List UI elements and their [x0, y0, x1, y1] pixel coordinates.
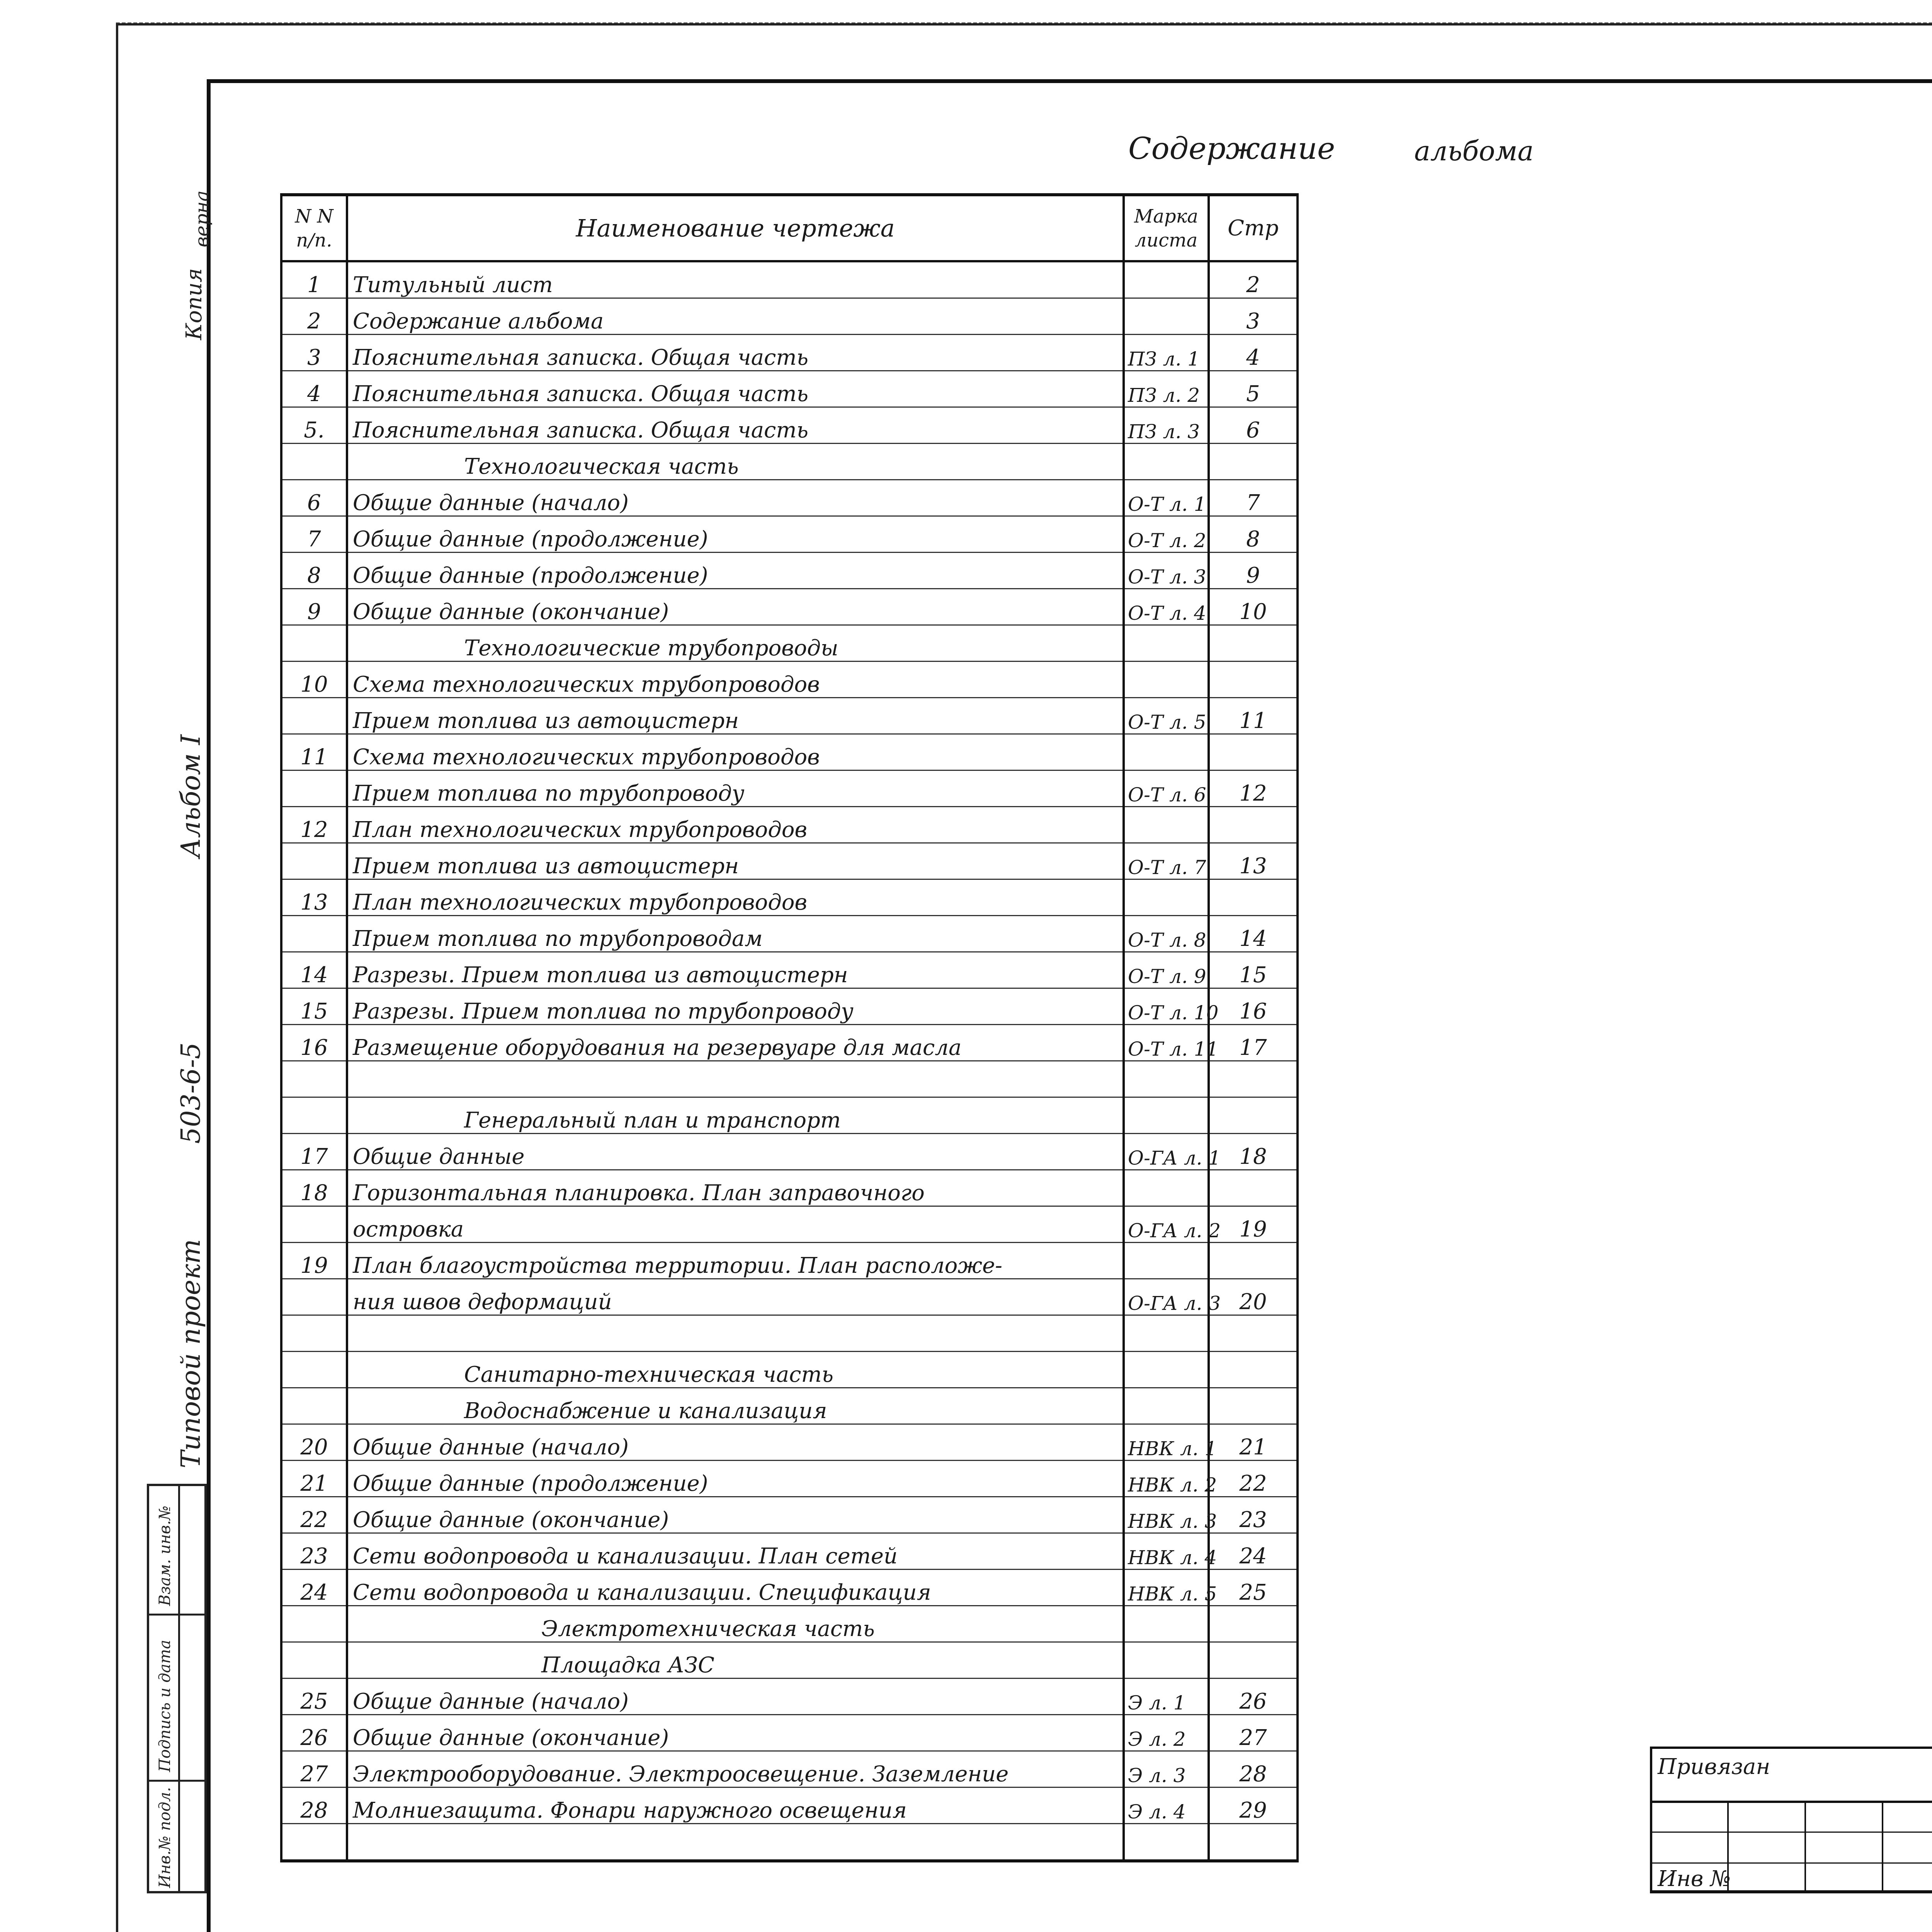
row-page — [1209, 1388, 1298, 1424]
row-number: 8 — [281, 553, 347, 589]
row-sheet-mark: О-Т л. 10 — [1124, 988, 1209, 1025]
row-page: 12 — [1209, 770, 1298, 807]
table-row — [281, 1679, 1298, 1715]
copy-sign: верна — [191, 190, 213, 247]
row-title: Генеральный план и транспорт — [347, 1097, 1124, 1134]
row-number: 16 — [281, 1025, 347, 1061]
stamp-inv-original: Инв.№ подл. — [156, 1787, 174, 1888]
row-number — [281, 1352, 347, 1388]
table-row — [281, 1134, 1298, 1170]
row-sheet-mark — [1124, 1097, 1209, 1134]
table-row — [281, 1570, 1298, 1606]
row-title: Разрезы. Прием топлива по трубопроводу — [347, 988, 1124, 1025]
row-sheet-mark: О-Т л. 11 — [1124, 1025, 1209, 1061]
row-page: 19 — [1209, 1206, 1298, 1243]
row-page — [1209, 1642, 1298, 1679]
table-row — [281, 843, 1298, 879]
page-title-part1: Содержание — [1128, 131, 1335, 166]
row-sheet-mark — [1124, 1606, 1209, 1642]
table-row — [281, 734, 1298, 770]
row-sheet-mark — [1124, 1642, 1209, 1679]
row-sheet-mark — [1124, 444, 1209, 480]
row-number — [281, 625, 347, 662]
row-number: 6 — [281, 480, 347, 516]
row-page: 4 — [1209, 335, 1298, 371]
row-sheet-mark: О-Т л. 3 — [1124, 553, 1209, 589]
table-row — [281, 589, 1298, 625]
row-page — [1209, 807, 1298, 843]
row-title: Прием топлива по трубопроводам — [347, 916, 1124, 952]
row-page — [1209, 444, 1298, 480]
row-page: 7 — [1209, 480, 1298, 516]
table-row — [281, 1606, 1298, 1642]
row-page — [1209, 1170, 1298, 1206]
row-number: 24 — [281, 1570, 347, 1606]
row-sheet-mark: НВК л. 4 — [1124, 1533, 1209, 1570]
table-row — [281, 480, 1298, 516]
row-number: 23 — [281, 1533, 347, 1570]
row-title: Общие данные (продолжение) — [347, 1461, 1124, 1497]
row-number: 26 — [281, 1715, 347, 1751]
row-number — [281, 444, 347, 480]
row-sheet-mark: НВК л. 3 — [1124, 1497, 1209, 1533]
row-page: 11 — [1209, 698, 1298, 734]
row-title: Общие данные (начало) — [347, 1424, 1124, 1461]
table-row — [281, 1715, 1298, 1751]
row-title: островка — [347, 1206, 1124, 1243]
row-page — [1209, 625, 1298, 662]
row-number: 12 — [281, 807, 347, 843]
row-number — [281, 1824, 347, 1861]
row-title: Схема технологических трубопроводов — [347, 734, 1124, 770]
row-title: Сети водопровода и канализации. Спецификация — [347, 1570, 1124, 1606]
row-title: Прием топлива по трубопроводу — [347, 770, 1124, 807]
project-type-vertical: Типовой проект — [176, 1239, 206, 1468]
row-title — [347, 1824, 1124, 1861]
row-sheet-mark: Э л. 3 — [1124, 1751, 1209, 1787]
table-row — [281, 807, 1298, 843]
row-title: Электротехническая часть — [347, 1606, 1124, 1642]
row-number — [281, 698, 347, 734]
row-sheet-mark — [1124, 1061, 1209, 1097]
row-page: 21 — [1209, 1424, 1298, 1461]
table-row — [281, 298, 1298, 335]
table-row — [281, 698, 1298, 734]
row-title: Общие данные (продолжение) — [347, 553, 1124, 589]
row-page: 25 — [1209, 1570, 1298, 1606]
row-title: Общие данные (продолжение) — [347, 516, 1124, 553]
row-number: 22 — [281, 1497, 347, 1533]
row-number: 21 — [281, 1461, 347, 1497]
row-number — [281, 1061, 347, 1097]
table-row — [281, 1243, 1298, 1279]
row-page — [1209, 1824, 1298, 1861]
row-number: 25 — [281, 1679, 347, 1715]
row-number — [281, 916, 347, 952]
row-number: 28 — [281, 1787, 347, 1824]
copy-label: Копия — [182, 268, 207, 340]
row-sheet-mark — [1124, 1352, 1209, 1388]
row-page: 26 — [1209, 1679, 1298, 1715]
row-page: 10 — [1209, 589, 1298, 625]
table-row — [281, 879, 1298, 916]
table-row — [281, 662, 1298, 698]
header-title: Наименование чертежа — [347, 195, 1124, 261]
row-title: Титульный лист — [347, 261, 1124, 298]
table-row — [281, 916, 1298, 952]
row-title: Водоснабжение и канализация — [347, 1388, 1124, 1424]
row-page: 29 — [1209, 1787, 1298, 1824]
row-title: Размещение оборудования на резервуаре для масла — [347, 1025, 1124, 1061]
row-sheet-mark: О-Т л. 4 — [1124, 589, 1209, 625]
table-row — [281, 516, 1298, 553]
row-number: 3 — [281, 335, 347, 371]
row-sheet-mark — [1124, 1315, 1209, 1352]
row-number: 20 — [281, 1424, 347, 1461]
header-page: Стр — [1209, 195, 1298, 261]
left-stamp-box — [147, 1484, 207, 1893]
row-title: Молниезащита. Фонари наружного освещения — [347, 1787, 1124, 1824]
row-sheet-mark — [1124, 662, 1209, 698]
row-title: Общие данные (начало) — [347, 480, 1124, 516]
row-title: Общие данные (окончание) — [347, 1497, 1124, 1533]
table-row — [281, 1206, 1298, 1243]
row-page: 13 — [1209, 843, 1298, 879]
table-row — [281, 1787, 1298, 1824]
row-title: Площадка АЗС — [347, 1642, 1124, 1679]
row-number: 27 — [281, 1751, 347, 1787]
table-row — [281, 1424, 1298, 1461]
table-row — [281, 1061, 1298, 1097]
row-number: 9 — [281, 589, 347, 625]
row-sheet-mark — [1124, 879, 1209, 916]
project-code-vertical: 503-6-5 — [176, 1042, 206, 1144]
row-number: 11 — [281, 734, 347, 770]
row-number: 17 — [281, 1134, 347, 1170]
row-sheet-mark — [1124, 807, 1209, 843]
row-page: 23 — [1209, 1497, 1298, 1533]
row-page — [1209, 1243, 1298, 1279]
row-page: 6 — [1209, 407, 1298, 444]
table-row — [281, 770, 1298, 807]
table-row — [281, 1315, 1298, 1352]
row-page: 27 — [1209, 1715, 1298, 1751]
row-page: 5 — [1209, 371, 1298, 407]
row-title: Пояснительная записка. Общая часть — [347, 407, 1124, 444]
row-number: 19 — [281, 1243, 347, 1279]
row-sheet-mark: О-Т л. 6 — [1124, 770, 1209, 807]
row-sheet-mark: Э л. 2 — [1124, 1715, 1209, 1751]
table-row — [281, 1461, 1298, 1497]
row-title: Схема технологических трубопроводов — [347, 662, 1124, 698]
row-title: Разрезы. Прием топлива из автоцистерн — [347, 952, 1124, 988]
row-title: План технологических трубопроводов — [347, 807, 1124, 843]
row-sheet-mark: НВК л. 2 — [1124, 1461, 1209, 1497]
row-number — [281, 1279, 347, 1315]
row-title: Общие данные — [347, 1134, 1124, 1170]
row-page: 18 — [1209, 1134, 1298, 1170]
table-row — [281, 1025, 1298, 1061]
row-sheet-mark: НВК л. 1 — [1124, 1424, 1209, 1461]
row-number — [281, 843, 347, 879]
row-title: Общие данные (начало) — [347, 1679, 1124, 1715]
row-page: 17 — [1209, 1025, 1298, 1061]
row-page: 24 — [1209, 1533, 1298, 1570]
row-page: 14 — [1209, 916, 1298, 952]
row-sheet-mark: ПЗ л. 1 — [1124, 335, 1209, 371]
row-number — [281, 770, 347, 807]
row-number — [281, 1315, 347, 1352]
row-page — [1209, 1315, 1298, 1352]
row-page: 9 — [1209, 553, 1298, 589]
row-sheet-mark: ПЗ л. 3 — [1124, 407, 1209, 444]
row-title: Санитарно-техническая часть — [347, 1352, 1124, 1388]
row-page — [1209, 1606, 1298, 1642]
table-row — [281, 1533, 1298, 1570]
bound-label: Привязан — [1658, 1754, 1770, 1779]
row-title: Технологическая часть — [347, 444, 1124, 480]
row-sheet-mark: О-Т л. 5 — [1124, 698, 1209, 734]
row-number — [281, 1642, 347, 1679]
row-number — [281, 1388, 347, 1424]
row-sheet-mark: О-Т л. 7 — [1124, 843, 1209, 879]
row-page — [1209, 1352, 1298, 1388]
contents-table — [280, 193, 1299, 1862]
table-row — [281, 371, 1298, 407]
table-row — [281, 553, 1298, 589]
row-sheet-mark — [1124, 1824, 1209, 1861]
row-page: 20 — [1209, 1279, 1298, 1315]
table-row — [281, 625, 1298, 662]
row-sheet-mark: О-Т л. 9 — [1124, 952, 1209, 988]
row-title — [347, 1315, 1124, 1352]
row-title: Технологические трубопроводы — [347, 625, 1124, 662]
row-number: 1 — [281, 261, 347, 298]
table-row — [281, 1751, 1298, 1787]
row-number: 13 — [281, 879, 347, 916]
row-number — [281, 1097, 347, 1134]
row-page: 22 — [1209, 1461, 1298, 1497]
table-row — [281, 1642, 1298, 1679]
row-page — [1209, 879, 1298, 916]
album-label: Альбом I — [176, 734, 206, 858]
row-number: 4 — [281, 371, 347, 407]
table-header-row — [281, 195, 1298, 261]
row-sheet-mark — [1124, 1388, 1209, 1424]
table-row — [281, 1352, 1298, 1388]
row-number: 10 — [281, 662, 347, 698]
row-page: 28 — [1209, 1751, 1298, 1787]
row-title: ния швов деформаций — [347, 1279, 1124, 1315]
row-number: 15 — [281, 988, 347, 1025]
table-row — [281, 952, 1298, 988]
table-row — [281, 261, 1298, 298]
row-number: 18 — [281, 1170, 347, 1206]
header-mark: Марка листа — [1124, 195, 1209, 261]
row-sheet-mark: О-ГА л. 1 — [1124, 1134, 1209, 1170]
row-page — [1209, 734, 1298, 770]
row-sheet-mark: НВК л. 5 — [1124, 1570, 1209, 1606]
row-title: Электрооборудование. Электроосвещение. Заземление — [347, 1751, 1124, 1787]
table-row — [281, 988, 1298, 1025]
row-sheet-mark: ПЗ л. 2 — [1124, 371, 1209, 407]
row-title: Сети водопровода и канализации. План сетей — [347, 1533, 1124, 1570]
table-row — [281, 1497, 1298, 1533]
row-number: 7 — [281, 516, 347, 553]
row-title: Прием топлива из автоцистерн — [347, 843, 1124, 879]
table-row — [281, 1170, 1298, 1206]
row-number: 5. — [281, 407, 347, 444]
stamp-replaced-inv: Взам. инв.№ — [156, 1505, 174, 1606]
row-page — [1209, 1061, 1298, 1097]
row-sheet-mark: О-Т л. 2 — [1124, 516, 1209, 553]
row-page — [1209, 1097, 1298, 1134]
title-block — [1650, 1631, 1932, 1893]
header-num: N N п/п. — [281, 195, 347, 261]
table-row — [281, 444, 1298, 480]
row-title: Горизонтальная планировка. План заправочного — [347, 1170, 1124, 1206]
row-sheet-mark — [1124, 298, 1209, 335]
row-sheet-mark: Э л. 1 — [1124, 1679, 1209, 1715]
row-page: 3 — [1209, 298, 1298, 335]
row-number — [281, 1606, 347, 1642]
row-sheet-mark: О-Т л. 1 — [1124, 480, 1209, 516]
row-page: 16 — [1209, 988, 1298, 1025]
inv-label: Инв № — [1658, 1866, 1731, 1891]
table-row — [281, 1097, 1298, 1134]
row-sheet-mark — [1124, 1170, 1209, 1206]
row-title: Прием топлива из автоцистерн — [347, 698, 1124, 734]
row-sheet-mark — [1124, 261, 1209, 298]
row-sheet-mark: О-ГА л. 3 — [1124, 1279, 1209, 1315]
row-title: Пояснительная записка. Общая часть — [347, 335, 1124, 371]
row-title: План благоустройства территории. План расположе- — [347, 1243, 1124, 1279]
row-number: 2 — [281, 298, 347, 335]
row-sheet-mark: Э л. 4 — [1124, 1787, 1209, 1824]
row-title: Общие данные (окончание) — [347, 1715, 1124, 1751]
table-row — [281, 335, 1298, 371]
table-row — [281, 407, 1298, 444]
row-title — [347, 1061, 1124, 1097]
row-page: 15 — [1209, 952, 1298, 988]
page-title-part2: альбома — [1414, 135, 1534, 167]
row-sheet-mark: О-ГА л. 2 — [1124, 1206, 1209, 1243]
row-sheet-mark — [1124, 734, 1209, 770]
table-row — [281, 1388, 1298, 1424]
row-page: 8 — [1209, 516, 1298, 553]
row-title: План технологических трубопроводов — [347, 879, 1124, 916]
row-number — [281, 1206, 347, 1243]
row-page — [1209, 662, 1298, 698]
row-title: Пояснительная записка. Общая часть — [347, 371, 1124, 407]
row-sheet-mark — [1124, 1243, 1209, 1279]
row-title: Общие данные (окончание) — [347, 589, 1124, 625]
row-sheet-mark: О-Т л. 8 — [1124, 916, 1209, 952]
row-title: Содержание альбома — [347, 298, 1124, 335]
table-row — [281, 1824, 1298, 1861]
row-page: 2 — [1209, 261, 1298, 298]
row-sheet-mark — [1124, 625, 1209, 662]
table-row — [281, 1279, 1298, 1315]
stamp-signature-date: Подпись и дата — [156, 1639, 174, 1772]
row-number: 14 — [281, 952, 347, 988]
